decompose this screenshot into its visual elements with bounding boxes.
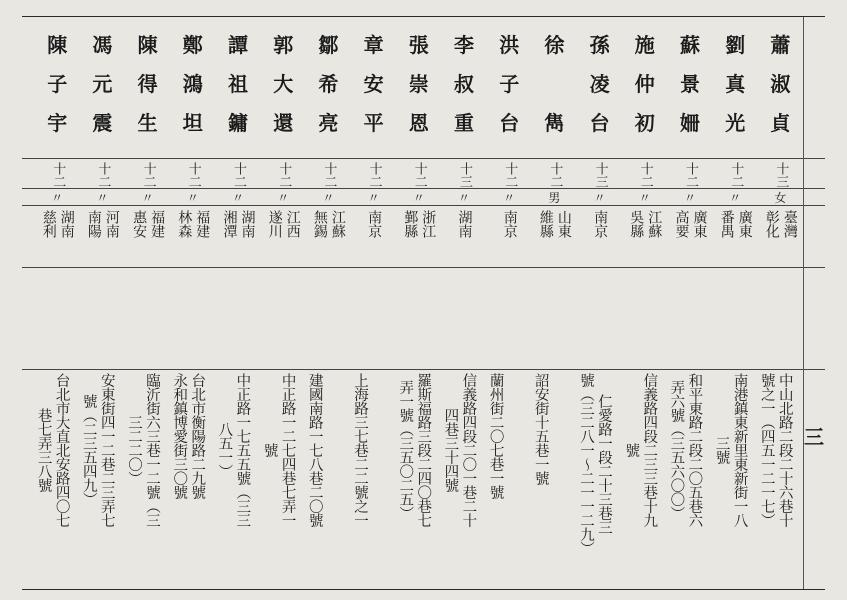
person-age: [125, 162, 170, 188]
age-text: 十二: [276, 162, 292, 188]
address-line: 弄一號（三五〇二五）: [397, 380, 414, 520]
person-origin: [667, 210, 712, 238]
age-text: 十二: [502, 162, 518, 188]
person-age: [441, 162, 486, 188]
person-address: [532, 373, 577, 485]
person-address: [577, 373, 622, 555]
origin-line: 江蘇: [646, 210, 663, 238]
name-char: 得: [137, 72, 158, 96]
name-char: 貞: [770, 111, 791, 135]
name-char: 還: [273, 111, 294, 135]
name-char: 子: [499, 72, 520, 96]
address-line: 號（三二八一〜二一一二九）: [578, 373, 594, 555]
origin-line: 番禺: [718, 210, 735, 238]
address-line: 四巷三十四號: [442, 408, 459, 492]
person-entry: [532, 17, 577, 589]
person-entry: [667, 17, 712, 589]
name-char: [551, 65, 558, 104]
person-entry: [80, 17, 125, 589]
origin-line: 江西: [284, 210, 301, 238]
address-line: 號之一（四五一二一七）: [758, 373, 775, 527]
person-sex: 〃: [683, 191, 696, 205]
age-text: 十三: [456, 162, 472, 188]
origin-line: 福建: [194, 210, 211, 238]
name-char: 叔: [453, 72, 474, 96]
person-name: [667, 26, 712, 143]
age-text: 十二: [411, 162, 427, 188]
name-char: 孫: [589, 33, 610, 57]
person-name: [577, 26, 622, 143]
name-char: 坦: [182, 111, 203, 135]
name-char: 淑: [770, 72, 791, 96]
person-name: [532, 26, 577, 143]
person-address: [215, 373, 260, 527]
address-line: 永和鎮博愛街三〇號: [171, 373, 188, 499]
origin-line: 南京: [501, 210, 518, 238]
address-line: 號: [623, 443, 640, 457]
origin-line: 林森: [176, 210, 193, 238]
person-name: [306, 26, 351, 143]
person-entry: [396, 17, 441, 589]
person-origin: [487, 210, 532, 238]
name-char: 亮: [318, 111, 339, 135]
person-entry: [261, 17, 306, 589]
person-age: [306, 162, 351, 188]
origin-line: 維縣: [537, 210, 554, 238]
name-char: 景: [679, 72, 700, 96]
origin-line: 惠安: [131, 210, 148, 238]
name-char: 鄭: [182, 33, 203, 57]
person-age: [577, 162, 622, 188]
person-address: [80, 373, 125, 527]
person-age: [713, 162, 758, 188]
person-address: [396, 373, 441, 527]
person-sex: 女: [774, 191, 787, 205]
address-line: 和平東路二段二〇五巷六: [686, 373, 703, 527]
person-entry: [351, 17, 396, 589]
name-char: 施: [634, 33, 655, 57]
name-char: 恩: [408, 111, 429, 135]
address-line: 八五一）: [216, 422, 233, 478]
person-address: [125, 373, 170, 527]
address-line: 三號: [713, 436, 730, 464]
name-char: 希: [318, 72, 339, 96]
person-sex: 〃: [503, 191, 516, 205]
person-name: [713, 26, 758, 143]
age-text: 十二: [682, 162, 698, 188]
person-origin: [125, 210, 170, 238]
name-char: 元: [92, 72, 113, 96]
name-char: 鴻: [182, 72, 203, 96]
person-age: [532, 162, 577, 188]
name-char: 劉: [725, 33, 746, 57]
origin-line: 湖南: [239, 210, 256, 238]
person-age: [80, 162, 125, 188]
person-address: [351, 373, 396, 527]
person-age: [667, 162, 712, 188]
person-entry: [35, 17, 80, 589]
age-text: 十二: [728, 162, 744, 188]
address-line: 詔安街十五巷一號: [532, 373, 549, 485]
age-text: 十二: [637, 162, 653, 188]
person-age: [215, 162, 260, 188]
age-text: 十二: [50, 162, 66, 188]
address-line: 信義路四段二〇一巷二十: [460, 373, 477, 527]
address-line: 南港鎮東新里東新街一八: [731, 373, 748, 527]
address-line: 上海路三七巷二二號之一: [352, 373, 368, 527]
person-entry: [215, 17, 260, 589]
person-name: [125, 26, 170, 143]
origin-line: 浙江: [420, 210, 437, 238]
name-char: 崇: [408, 72, 429, 96]
person-sex: 〃: [322, 191, 335, 205]
person-origin: [306, 210, 351, 238]
person-origin: [261, 210, 306, 238]
origin-line: 遂川: [266, 210, 283, 238]
person-origin: [396, 210, 441, 238]
name-char: 李: [453, 33, 474, 57]
person-address: [441, 373, 486, 527]
person-age: [35, 162, 80, 188]
person-entry: [306, 17, 351, 589]
person-sex: 男: [548, 191, 561, 205]
origin-line: 南京: [366, 210, 383, 238]
person-sex: 〃: [367, 191, 380, 205]
person-age: [170, 162, 215, 188]
person-sex: 〃: [593, 191, 606, 205]
person-entry: [758, 17, 803, 589]
person-name: [80, 26, 125, 143]
name-char: 祖: [227, 72, 248, 96]
name-char: 台: [499, 111, 520, 135]
person-address: [713, 373, 758, 527]
person-origin: [35, 210, 80, 238]
address-line: 臨沂街六三巷一二號（三: [144, 373, 160, 527]
person-sex: 〃: [96, 191, 109, 205]
person-origin: [441, 210, 486, 238]
origin-line: 廣東: [691, 210, 708, 238]
name-char: 安: [363, 72, 384, 96]
name-char: 真: [725, 72, 746, 96]
person-origin: [351, 210, 396, 238]
person-name: [396, 26, 441, 143]
origin-line: 湘潭: [221, 210, 238, 238]
name-char: 蕭: [770, 33, 791, 57]
person-entry: [170, 17, 215, 589]
origin-line: 河南: [103, 210, 120, 238]
person-origin: [532, 210, 577, 238]
origin-line: 南陽: [85, 210, 102, 238]
person-age: [351, 162, 396, 188]
person-address: [35, 373, 80, 527]
origin-line: 南京: [592, 210, 609, 238]
person-address: [261, 373, 306, 527]
name-char: 平: [363, 111, 384, 135]
age-text: 十三: [592, 162, 608, 188]
address-line: 中正路一二七四巷七弄一: [279, 373, 296, 527]
person-entry: [577, 17, 622, 589]
age-text: 十二: [366, 162, 382, 188]
person-sex: 〃: [412, 191, 425, 205]
name-char: 仲: [634, 72, 655, 96]
name-char: 雋: [544, 111, 565, 135]
person-sex: 〃: [277, 191, 290, 205]
person-entry: [713, 17, 758, 589]
origin-line: 臺灣: [781, 210, 798, 238]
person-origin: [758, 210, 803, 238]
person-address: [306, 373, 351, 527]
address-line: 弄六號（三五六〇〇）: [668, 380, 685, 520]
name-char: 馮: [92, 33, 113, 57]
person-origin: [577, 210, 622, 238]
person-address: [667, 373, 712, 527]
origin-line: 湖南: [456, 210, 473, 238]
name-char: 姍: [679, 111, 700, 135]
address-line: 三二二〇）: [126, 415, 142, 485]
person-sex: 〃: [638, 191, 651, 205]
person-entry: [441, 17, 486, 589]
age-text: 十二: [95, 162, 111, 188]
origin-line: 廣東: [736, 210, 753, 238]
name-char: 郭: [273, 33, 294, 57]
person-entry: [487, 17, 532, 589]
name-char: 震: [92, 111, 113, 135]
person-address: [170, 373, 215, 499]
person-origin: [215, 210, 260, 238]
address-line: 台北市大直北安路四〇七: [53, 373, 70, 527]
name-char: 章: [363, 33, 384, 57]
person-age: [261, 162, 306, 188]
origin-line: 慈利: [40, 210, 57, 238]
origin-line: 高要: [673, 210, 690, 238]
address-line: 中正路一七五五號（三三: [234, 373, 251, 527]
address-line: 蘭州街二〇七巷一號: [487, 373, 504, 499]
person-name: [351, 26, 396, 143]
name-char: 光: [725, 111, 746, 135]
name-char: 宇: [47, 111, 68, 135]
name-char: 重: [453, 111, 474, 135]
person-origin: [170, 210, 215, 238]
roster-table: [22, 16, 825, 590]
name-char: 張: [408, 33, 429, 57]
person-entry: [125, 17, 170, 589]
origin-line: 湖南: [58, 210, 75, 238]
person-address: [622, 373, 667, 527]
age-text: 十二: [140, 162, 156, 188]
origin-line: 福建: [149, 210, 166, 238]
name-char: 初: [634, 111, 655, 135]
age-text: 十二: [547, 162, 563, 188]
person-sex: 〃: [231, 191, 244, 205]
person-origin: [80, 210, 125, 238]
page-number: 三: [804, 424, 824, 449]
person-entry: [622, 17, 667, 589]
person-name: [215, 26, 260, 143]
name-char: 洪: [499, 33, 520, 57]
origin-line: 山東: [555, 210, 572, 238]
origin-line: 彰化: [763, 210, 780, 238]
origin-line: 無錫: [311, 210, 328, 238]
name-char: 徐: [544, 33, 565, 57]
person-name: [170, 26, 215, 143]
person-name: [441, 26, 486, 143]
origin-line: 鄞縣: [402, 210, 419, 238]
age-text: 十二: [230, 162, 246, 188]
name-char: 大: [273, 72, 294, 96]
address-line: 信義路四段二三三巷十九: [641, 373, 658, 527]
name-char: 譚: [227, 33, 248, 57]
person-address: [487, 373, 532, 499]
right-border: [803, 17, 804, 589]
person-address: [758, 373, 803, 527]
address-line: 號（二三五四九）: [80, 394, 97, 506]
address-line: 巷七弄三八號: [35, 408, 52, 492]
person-origin: [622, 210, 667, 238]
person-age: [758, 162, 803, 188]
person-sex: 〃: [51, 191, 64, 205]
origin-line: 吳縣: [628, 210, 645, 238]
person-sex: 〃: [186, 191, 199, 205]
name-char: 凌: [589, 72, 610, 96]
person-age: [396, 162, 441, 188]
person-name: [758, 26, 803, 143]
person-name: [35, 26, 80, 143]
person-origin: [713, 210, 758, 238]
person-name: [622, 26, 667, 143]
person-name: [487, 26, 532, 143]
age-text: 十二: [321, 162, 337, 188]
address-line: 號: [261, 443, 278, 457]
address-line: 建國南路一七八巷二〇號: [306, 373, 323, 527]
address-line: 台北市衡陽路二九號: [189, 373, 206, 499]
name-char: 陳: [137, 33, 158, 57]
age-text: 十二: [185, 162, 201, 188]
origin-line: 江蘇: [329, 210, 346, 238]
person-name: [261, 26, 306, 143]
address-line: 安東街四一二巷二三弄七: [98, 373, 115, 527]
name-char: 鏞: [227, 111, 248, 135]
person-age: [622, 162, 667, 188]
person-sex: 〃: [141, 191, 154, 205]
age-text: 十三: [773, 162, 789, 188]
address-line: 仁愛路一段二十三巷三: [596, 394, 612, 534]
address-line: 中山北路二段二十六巷十: [776, 373, 793, 527]
name-char: 蘇: [679, 33, 700, 57]
name-char: 台: [589, 111, 610, 135]
name-char: 鄒: [318, 33, 339, 57]
address-line: 羅斯福路三段二四〇巷七: [415, 373, 432, 527]
person-sex: 〃: [457, 191, 470, 205]
person-sex: 〃: [729, 191, 742, 205]
name-char: 陳: [47, 33, 68, 57]
name-char: 生: [137, 111, 158, 135]
person-age: [487, 162, 532, 188]
name-char: 子: [47, 72, 68, 96]
